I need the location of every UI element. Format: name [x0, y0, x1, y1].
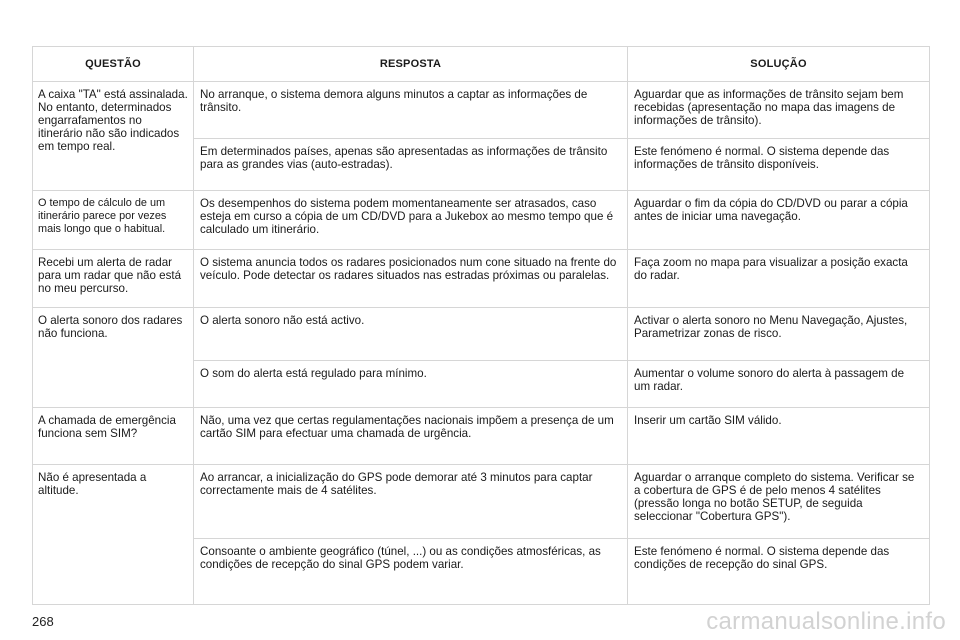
table-row [33, 408, 930, 465]
question-cell: O alerta sonoro dos radares não funciona. [33, 308, 194, 408]
question-cell: O tempo de cálculo de um itinerário parece por vezes mais longo que o habitual. [33, 191, 194, 250]
table-row [33, 465, 930, 539]
answer-cell: O som do alerta está regulado para mínimo. [194, 361, 628, 408]
answer-cell: No arranque, o sistema demora alguns minutos a captar as informações de trânsito. [194, 82, 628, 139]
question-cell: Não é apresentada a altitude. [33, 465, 194, 605]
answer-cell: Não, uma vez que certas regulamentações nacionais impõem a presença de um cartão SIM para efectuar uma chamada de urgência. [194, 408, 628, 465]
solution-cell: Aguardar o arranque completo do sistema. Verificar se a cobertura de GPS é de pelo menos 4 satélites (pressão longa no botão SETUP, de seguida seleccionar "Cobertura GPS"). [628, 465, 930, 539]
answer-cell: Ao arrancar, a inicialização do GPS pode demorar até 3 minutos para captar correctamente mais de 4 satélites. [194, 465, 628, 539]
solution-cell: Este fenómeno é normal. O sistema depende das informações de trânsito disponíveis. [628, 139, 930, 191]
header-answer: RESPOSTA [194, 47, 628, 82]
header-row [33, 47, 930, 82]
table-row [33, 308, 930, 361]
question-cell: Recebi um alerta de radar para um radar que não está no meu percurso. [33, 250, 194, 308]
solution-cell: Aguardar que as informações de trânsito sejam bem recebidas (apresentação no mapa das imagens de informações de trânsito). [628, 82, 930, 139]
solution-cell: Activar o alerta sonoro no Menu Navegação, Ajustes, Parametrizar zonas de risco. [628, 308, 930, 361]
question-cell: A chamada de emergência funciona sem SIM? [33, 408, 194, 465]
header-solution: SOLUÇÃO [628, 47, 930, 82]
table-row [33, 191, 930, 250]
answer-cell: O sistema anuncia todos os radares posicionados num cone situado na frente do veículo. Pode detectar os radares situados nas estradas próximas ou paralelas. [194, 250, 628, 308]
table-row [33, 250, 930, 308]
answer-cell: Consoante o ambiente geográfico (túnel, ...) ou as condições atmosféricas, as condições de recepção do sinal GPS podem variar. [194, 539, 628, 605]
question-cell: A caixa "TA" está assinalada. No entanto, determinados engarrafamentos no itinerário não são indicados em tempo real. [33, 82, 194, 191]
solution-cell: Faça zoom no mapa para visualizar a posição exacta do radar. [628, 250, 930, 308]
page-number: 268 [32, 614, 54, 629]
answer-cell: Os desempenhos do sistema podem momentaneamente ser atrasados, caso esteja em curso a cópia de um CD/DVD para a Jukebox ao mesmo tempo que é calculado um itinerário. [194, 191, 628, 250]
solution-cell: Inserir um cartão SIM válido. [628, 408, 930, 465]
solution-cell: Aguardar o fim da cópia do CD/DVD ou parar a cópia antes de iniciar uma navegação. [628, 191, 930, 250]
faq-table [32, 46, 930, 605]
watermark: carmanualsonline.info [706, 608, 946, 635]
solution-cell: Aumentar o volume sonoro do alerta à passagem de um radar. [628, 361, 930, 408]
table-row [33, 82, 930, 139]
header-question: QUESTÃO [33, 47, 194, 82]
answer-cell: O alerta sonoro não está activo. [194, 308, 628, 361]
answer-cell: Em determinados países, apenas são apresentadas as informações de trânsito para as grandes vias (auto-estradas). [194, 139, 628, 191]
solution-cell: Este fenómeno é normal. O sistema depende das condições de recepção do sinal GPS. [628, 539, 930, 605]
